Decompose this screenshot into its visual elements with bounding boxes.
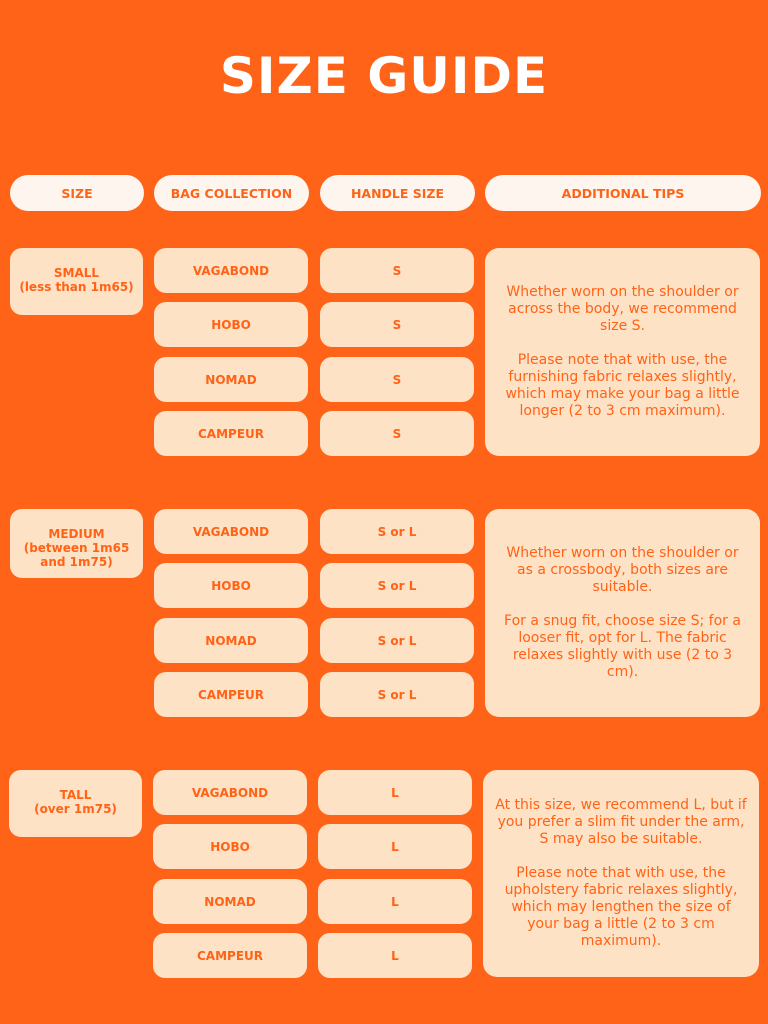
handle-cell: L [318, 770, 472, 815]
tips-small [485, 248, 760, 456]
tips-medium [485, 509, 760, 717]
handle-cell: S or L [320, 563, 474, 608]
tip-text: For a snug fit, choose size S; for a looser fit, opt for L. The fabric relaxes slightly with use (2 to 3 cm). [504, 613, 741, 680]
header-size: SIZE [10, 175, 144, 211]
tip-text: Whether worn on the shoulder or as a crossbody, both sizes are suitable. [506, 545, 739, 595]
header-handle-size: HANDLE SIZE [320, 175, 475, 211]
tip-text: Whether worn on the shoulder or across the body, we recommend size S. [506, 284, 739, 334]
header-additional-tips: ADDITIONAL TIPS [485, 175, 761, 211]
handle-cell: L [318, 824, 472, 869]
bag-cell-hobo: HOBO [153, 824, 307, 869]
handle-cell: S or L [320, 509, 474, 554]
bag-cell-nomad: NOMAD [154, 357, 308, 402]
size-small: SMALL (less than 1m65) [10, 248, 143, 315]
bag-cell-vagabond: VAGABOND [153, 770, 307, 815]
handle-cell: L [318, 879, 472, 924]
page-title: SIZE GUIDE [219, 47, 549, 105]
bag-cell-hobo: HOBO [154, 302, 308, 347]
tips-tall [483, 770, 759, 977]
bag-cell-vagabond: VAGABOND [154, 248, 308, 293]
bag-cell-campeur: CAMPEUR [154, 411, 308, 456]
bag-cell-campeur: CAMPEUR [153, 933, 307, 978]
tip-text: Please note that with use, the furnishing fabric relaxes slightly, which may make your bag a little longer (2 to 3 cm maximum). [505, 352, 740, 419]
handle-cell: S [320, 248, 474, 293]
handle-cell: S or L [320, 672, 474, 717]
bag-cell-vagabond: VAGABOND [154, 509, 308, 554]
handle-cell: S [320, 357, 474, 402]
bag-cell-nomad: NOMAD [154, 618, 308, 663]
bag-cell-campeur: CAMPEUR [154, 672, 308, 717]
tip-text: At this size, we recommend L, but if you prefer a slim fit under the arm, S may also be suitable. [495, 797, 747, 847]
handle-cell: S [320, 302, 474, 347]
handle-cell: L [318, 933, 472, 978]
header-bag-collection: BAG COLLECTION [154, 175, 309, 211]
bag-cell-nomad: NOMAD [153, 879, 307, 924]
handle-cell: S [320, 411, 474, 456]
handle-cell: S or L [320, 618, 474, 663]
bag-cell-hobo: HOBO [154, 563, 308, 608]
tip-text: Please note that with use, the upholstery fabric relaxes slightly, which may lengthen the size of your bag a little (2 to 3 cm maximum). [504, 865, 738, 949]
size-tall: TALL (over 1m75) [9, 770, 142, 837]
size-medium: MEDIUM (between 1m65 and 1m75) [10, 509, 143, 578]
